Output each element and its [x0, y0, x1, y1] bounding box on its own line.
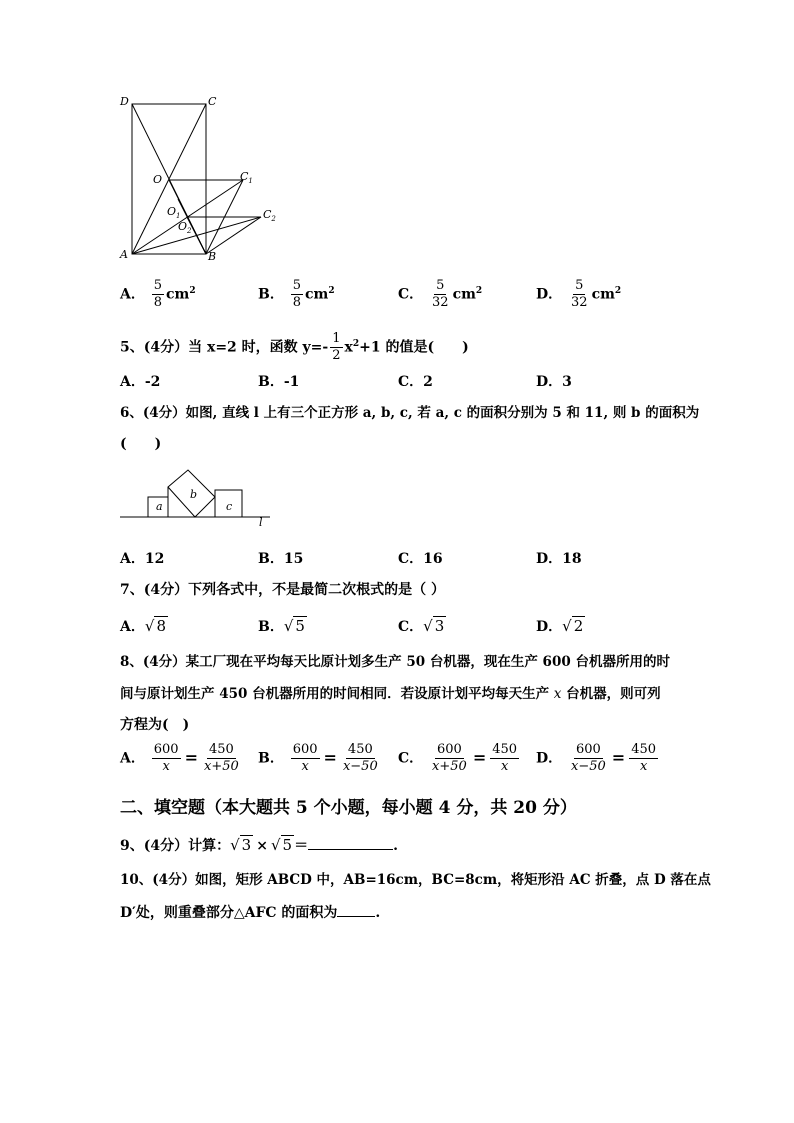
fraction: $\frac{1}{2}$ [332, 331, 341, 363]
q5-option-a[interactable]: A．-2 [120, 374, 161, 390]
label-b-square: b [190, 488, 198, 501]
q8-option-c[interactable]: C． $\frac{600}{x+50}$ = $\frac{450}{x}$ [398, 742, 518, 774]
q5-option-b[interactable]: B．-1 [258, 374, 300, 390]
q8-text-line3: 方程为( ) [120, 717, 190, 733]
fraction: $\frac{5}{8}$ [292, 278, 301, 310]
label-o: O [153, 173, 163, 186]
q6-option-a[interactable]: A．12 [120, 551, 165, 567]
q7-option-c[interactable]: C．√ 3 [398, 617, 445, 635]
label-l-line: l [259, 516, 263, 529]
q10-text-line2: D′处，则重叠部分△AFC 的面积为 . [120, 905, 381, 921]
q8-text-line2: 间与原计划生产 450 台机器所用的时间相同．若设原计划平均每天生产 x 台机器，则可列 [120, 686, 661, 702]
q5-option-d[interactable]: D．3 [536, 374, 572, 390]
label-o1: $O_1$ [167, 205, 181, 221]
squares-figure [118, 462, 278, 532]
rectangle-figure [112, 92, 292, 267]
q6-text-line1: 6、(4分）如图, 直线 l 上有三个正方形 a, b, c, 若 a, c 的面积分别为 5 和 11, 则 b 的面积为 [120, 405, 700, 421]
fraction: $\frac{5}{8}$ [153, 278, 163, 310]
q6-text-line2: ( ) [120, 436, 162, 452]
label-o2: $O_2$ [178, 220, 192, 236]
q6-option-d[interactable]: D．18 [536, 551, 582, 567]
q4-option-b[interactable]: B． $\frac{5}{8}$ $cm^2$ [258, 278, 335, 310]
q7-option-a[interactable]: A．√ 8 [120, 617, 166, 635]
answer-blank[interactable] [337, 916, 375, 917]
label-a: A [120, 248, 128, 261]
q6-option-c[interactable]: C．16 [398, 551, 443, 567]
q6-option-b[interactable]: B．15 [258, 551, 304, 567]
q10-text-line1: 10、(4分）如图，矩形 ABCD 中，AB=16cm，BC=8cm，将矩形沿 AC 折叠，点 D 落在点 [120, 872, 711, 888]
label-a-square: a [156, 500, 163, 513]
q5-text: 5、(4分）当 x=2 时，函数 y=- $\frac{1}{2}$ $x^2+1$ 的值是( ) [120, 331, 469, 363]
q7-option-b[interactable]: B．√ 5 [258, 617, 305, 635]
q7-option-d[interactable]: D．√ 2 [536, 617, 584, 635]
q4-option-c[interactable]: C． $\frac{5}{32}$ $cm^2$ [398, 278, 483, 310]
q8-option-a[interactable]: A． $\frac{600}{x}$ = $\frac{450}{x+50}$ [120, 742, 239, 774]
fraction: $\frac{5}{32}$ [432, 278, 449, 310]
q8-text-line1: 8、(4分）某工厂现在平均每天比原计划多生产 50 台机器，现在生产 600 台机器所用的时 [120, 654, 670, 670]
label-c-square: c [226, 500, 233, 513]
q8-option-b[interactable]: B． $\frac{600}{x}$ = $\frac{450}{x-50}$ [258, 742, 378, 774]
fraction: $\frac{5}{32}$ [571, 278, 588, 310]
q8-option-d[interactable]: D． $\frac{600}{x-50}$ = $\frac{450}{x}$ [536, 742, 657, 774]
q4-option-a[interactable]: A． $\frac{5}{8}$ $cm^2$ [120, 278, 196, 310]
q4-option-d[interactable]: D． $\frac{5}{32}$ $cm^2$ [536, 278, 622, 310]
label-d: D [120, 95, 129, 108]
q5-option-c[interactable]: C．2 [398, 374, 433, 390]
q7-text: 7、(4分）下列各式中，不是最简二次根式的是（ ） [120, 582, 445, 598]
q9-text: 9、(4分）计算：√ 3 × √ 5 ＝ . [120, 836, 398, 854]
section-title: 二、填空题（本大题共 5 个小题，每小题 4 分，共 20 分） [120, 798, 577, 818]
label-c: C [208, 95, 217, 108]
label-c1: $C_1$ [240, 170, 253, 186]
label-b: B [208, 250, 217, 263]
label-c2: $C_2$ [263, 208, 276, 224]
answer-blank[interactable] [308, 849, 393, 850]
